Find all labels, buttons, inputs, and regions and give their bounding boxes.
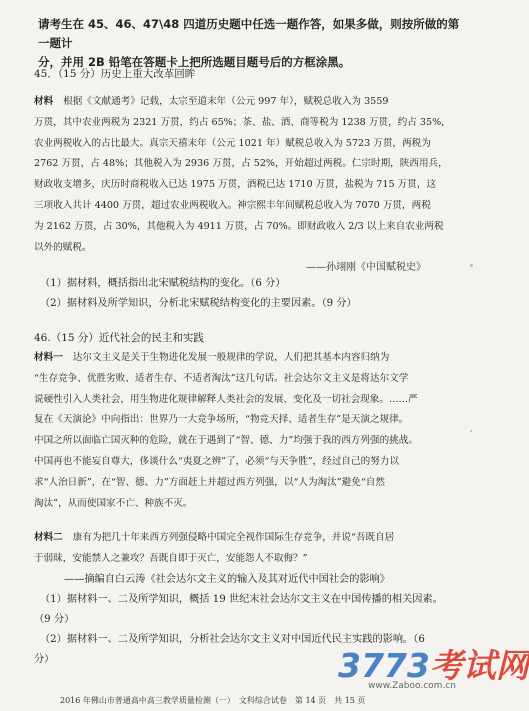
q45-source: ——孙翊刚《中国赋税史》 xyxy=(306,262,426,273)
q46-question-1: （1）据材料一、二及所学知识，概括 19 世纪末社会达尔文主义在中国传播的相关因素。 xyxy=(40,594,443,605)
q45-material-line: 2762 万贯，占 48%；其他税入为 2936 万贯，占 52%，开始超过两税。仁宗时期，陕西用兵， xyxy=(34,158,448,170)
q46-material1-line: “生存竞争、优胜劣败、适者生存、不适者淘汰”这几句话。社会达尔文主义是将达尔文学 xyxy=(34,372,409,384)
scan-speck xyxy=(470,430,472,432)
q46-question-1-cont: （9 分） xyxy=(34,614,75,625)
q46-material1-line: 淘汰”，从而使国家不亡、种族不灭。 xyxy=(34,497,193,509)
answer-instructions xyxy=(38,15,468,72)
page-footer: 2016 年佛山市普通高中高三教学质量检测（一） 文科综合试卷 第 14 页 共 15 页 xyxy=(60,696,366,705)
q45-material-line: 农业两税收入的占比最大。真宗天禧末年（公元 1021 年）赋税总收入为 5723 万贯，两税为 xyxy=(34,137,431,149)
q45-material-line: 以外的赋税。 xyxy=(34,241,92,253)
q45-material-line: 为 2162 万贯，占 30%，其他税入为 4911 万贯，占 70%。即财政收入 2/3 以上来自农业两税 xyxy=(34,220,444,232)
q46-material1-line: 复在《天演论》中向指出：世界乃一大竞争场所，“物竞天择、适者生存”是天演之规律。 xyxy=(34,414,409,426)
q45-material-line: 三项收入共计 4400 万贯，超过农业两税收入。神宗熙丰年间赋税总收入为 7070 万贯，两税 xyxy=(34,199,431,211)
q46-material1-line: 中国之所以面临亡国灭种的危险，就在于遇到了“智、德、力”均强于我的西方列强的挑战。 xyxy=(34,435,418,447)
q46-material2-line: 于弱昧，安能禁人之兼攻？吾既自即于灭亡，安能怨人不取侮？” xyxy=(34,552,308,564)
q46-material1-label: 材料一 xyxy=(34,352,63,363)
q45-title: 45．（15 分）历史上重大改革回眸 xyxy=(34,68,196,80)
q46-material-1 xyxy=(34,348,474,514)
q46-material1-line: 求“人治日新”，在“智、德、力”方面赶上并超过西方列强，以“人为淘汰”避免“自然 xyxy=(34,476,385,488)
q45-question-1: （1）据材料，概括指出北宋赋税结构的变化。（6 分） xyxy=(40,278,286,289)
q46-question-2: （2）据材料一、二及所学知识，分析社会达尔文主义对中国近代民主实践的影响。（6 xyxy=(40,634,425,645)
q46-source: ——摘编自白云涛《社会达尔文主义的输入及其对近代中国社会的影响》 xyxy=(64,574,390,585)
q45-material-line: 财政收支增多，庆历时商税收入已达 1975 万贯，酒税已达 1710 万贯，盐税为 715 万贯，这 xyxy=(34,179,437,191)
site-watermark-logo: 3773考试网 xyxy=(338,646,529,685)
q45-material xyxy=(34,92,474,258)
instruction-line-1: 请考生在 45、46、47\48 四道历史题中任选一题作答，如果多做，则按所做的第一题计 xyxy=(38,17,460,50)
instruction-line-2: 分，并用 2B 铅笔在答题卡上把所选题目题号后的方框涂黑。 xyxy=(38,55,351,69)
q46-material1-line: 材料一 达尔文主义是关于生物进化发展一般规律的学说，人们把其基本内容归纳为 xyxy=(34,352,390,363)
q45-material-label: 材料 xyxy=(34,96,54,107)
q46-material2-label: 材料二 xyxy=(34,532,63,543)
site-watermark-url: www.Zaboo.com.cn xyxy=(368,681,456,691)
q46-material2-line: 材料二 康有为把几十年来西方列强侵略中国完全视作国际生存竞争，并说“吾既自居 xyxy=(34,532,395,543)
q46-question-2-cont: 分） xyxy=(34,654,55,665)
q46-title: 46.（15 分）近代社会的民主和实践 xyxy=(34,332,204,344)
q45-material-line: 材料 根据《文献通考》记载，太宗至道末年（公元 997 年），赋税总收入为 3559 xyxy=(34,96,389,107)
q46-material-2 xyxy=(34,528,474,570)
q45-material-line: 万贯，其中农业两税为 2321 万贯，约占 65%；茶、盐、酒、商等税为 1238 万贯，约占 35%， xyxy=(34,116,451,128)
scan-speck xyxy=(470,264,473,267)
q45-question-2: （2）据材料及所学知识，分析北宋赋税结构变化的主要因素。（9 分） xyxy=(40,298,357,309)
q46-material1-line: 中国再也不能妄自尊大，侈谈什么“夷夏之辨”了，必须“与天争胜”，经过自己的努力以 xyxy=(34,455,399,467)
q46-material1-line: 说硬性引入人类社会，用生物进化规律解释人类社会的发展、变化及一切社会现象。……严 xyxy=(34,393,418,405)
